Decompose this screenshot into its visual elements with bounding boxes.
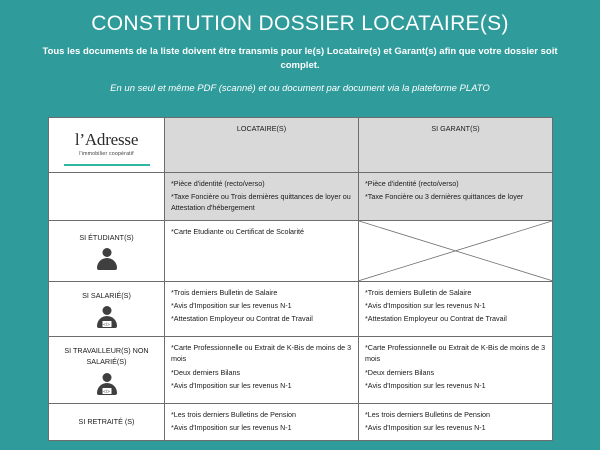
cell-guarantor-retired — [359, 403, 553, 440]
list-self-employed-guarantor — [365, 342, 546, 391]
page-subtitle: Tous les documents de la liste doivent être transmis pour le(s) Locataire(s) et Garant(s) afin que votre dossier soit complet. — [42, 46, 558, 71]
table-row — [49, 403, 553, 440]
list-item: *Carte Professionnelle ou Extrait de K-Bis de moins de 3 mois — [365, 343, 546, 364]
list-item: *Taxe Foncière ou 3 dernières quittances de loyer — [365, 192, 524, 202]
page-note: En un seul et même PDF (scanné) et ou document par document via la plateforme PLATO — [110, 82, 490, 94]
list-employee-guarantor — [365, 287, 546, 324]
cross-out-icon — [359, 221, 552, 281]
table-row — [49, 221, 553, 282]
cell-guarantor-employee — [359, 282, 553, 337]
cell-guarantor-identity — [359, 173, 553, 221]
row-label-student-text: SI ÉTUDIANT(S) — [79, 233, 134, 243]
row-label-identity — [49, 173, 165, 221]
page-title: CONSTITUTION DOSSIER LOCATAIRE(S) — [91, 12, 509, 35]
list-identity-tenant — [171, 178, 352, 213]
row-label-retired-text: SI RETRAITÉ (S) — [78, 416, 135, 426]
table-row — [49, 173, 553, 221]
cell-tenant-student — [165, 221, 359, 282]
logo — [49, 118, 164, 172]
list-item: *Carte Etudiante ou Certificat de Scolarité — [171, 227, 305, 237]
brand-logo-cell — [49, 118, 165, 173]
table-row — [49, 282, 553, 337]
cell-guarantor-student-na — [359, 221, 553, 282]
table-row — [49, 337, 553, 403]
list-item: *Deux derniers Bilans — [171, 367, 241, 377]
person-plain-icon — [94, 247, 120, 273]
list-item: *Pièce d'identité (recto/verso) — [171, 179, 265, 188]
list-item: *Carte Professionnelle ou Extrait de K-Bis de moins de 3 mois — [171, 343, 352, 364]
table-header-row — [49, 118, 553, 173]
logo-tagline: l'immobilier coopératif — [79, 151, 134, 158]
list-item: *Pièce d'identité (recto/verso) — [365, 179, 459, 188]
row-label-student — [49, 221, 165, 282]
column-header-tenant: LOCATAIRE(S) — [165, 118, 359, 173]
list-item: *Avis d'Imposition sur les revenus N-1 — [365, 301, 486, 311]
logo-name-part2: Adresse — [84, 130, 139, 150]
list-item: *Deux derniers Bilans — [365, 367, 435, 377]
list-item: *Avis d'Imposition sur les revenus N-1 — [171, 422, 292, 432]
list-item: *Les trois derniers Bulletins de Pension — [171, 409, 297, 419]
logo-text: l’Adresse — [74, 130, 139, 150]
list-item: *Trois derniers Bulletin de Salaire — [365, 288, 472, 298]
list-retired-tenant — [171, 409, 352, 433]
person-badge-icon: </> — [94, 305, 120, 331]
list-item: *Trois derniers Bulletin de Salaire — [171, 288, 278, 298]
list-item: *Avis d'Imposition sur les revenus N-1 — [171, 301, 292, 311]
list-item: *Avis d'Imposition sur les revenus N-1 — [365, 380, 486, 390]
logo-underline — [64, 164, 150, 166]
list-student-tenant — [171, 226, 352, 237]
cell-tenant-identity — [165, 173, 359, 221]
cell-tenant-employee — [165, 282, 359, 337]
list-retired-guarantor — [365, 409, 546, 433]
person-badge-icon: </> — [94, 372, 120, 398]
list-identity-guarantor — [365, 178, 546, 202]
cell-guarantor-self-employed — [359, 337, 553, 403]
documents-table-wrapper — [48, 117, 552, 441]
list-self-employed-tenant — [171, 342, 352, 391]
list-item: *Attestation Employeur ou Contrat de Travail — [365, 314, 507, 324]
row-label-employee-text: SI SALARIÉ(S) — [82, 291, 131, 301]
list-item: *Avis d'Imposition sur les revenus N-1 — [365, 422, 486, 432]
logo-name-part1: l — [74, 130, 80, 150]
documents-table — [48, 117, 553, 441]
list-item: *Attestation Employeur ou Contrat de Travail — [171, 314, 313, 324]
cell-tenant-self-employed — [165, 337, 359, 403]
list-employee-tenant — [171, 287, 352, 324]
list-item: *Les trois derniers Bulletins de Pension — [365, 409, 491, 419]
row-label-self-employed-text: SI TRAVAILLEUR(S) NON SALARIÉ(S) — [64, 346, 149, 367]
row-label-retired — [49, 403, 165, 440]
cell-tenant-retired — [165, 403, 359, 440]
column-header-guarantor: SI GARANT(S) — [359, 118, 553, 173]
row-label-self-employed — [49, 337, 165, 403]
row-label-employee — [49, 282, 165, 337]
list-item: *Avis d'Imposition sur les revenus N-1 — [171, 380, 292, 390]
list-item: *Taxe Foncière ou Trois dernières quittances de loyer ou Attestation d'hébergement — [171, 192, 351, 213]
